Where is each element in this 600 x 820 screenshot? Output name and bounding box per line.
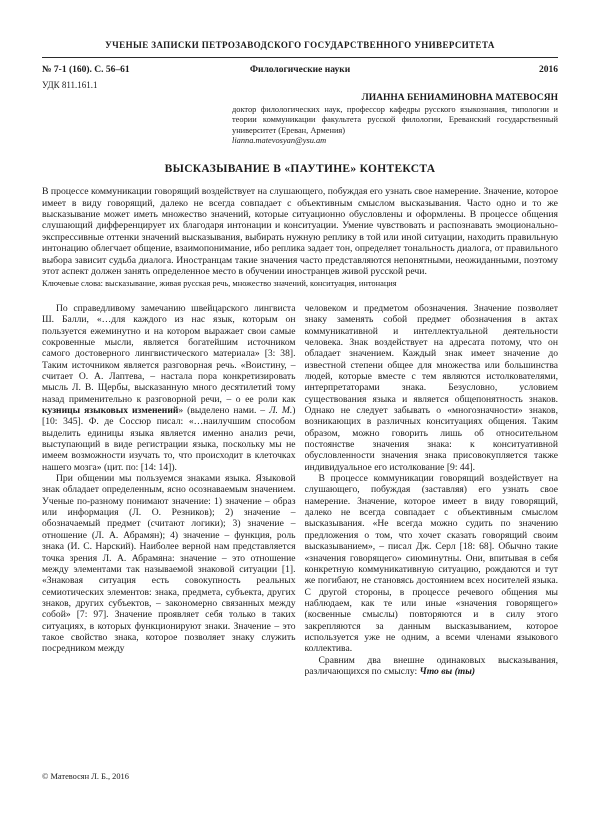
journal-header: УЧЕНЫЕ ЗАПИСКИ ПЕТРОЗАВОДСКОГО ГОСУДАРСТВЕННОГО УНИВЕРСИТЕТА	[105, 40, 495, 50]
publication-year: 2016	[539, 65, 558, 75]
text-run: » (выделено нами. –	[178, 405, 270, 417]
article-title: ВЫСКАЗЫВАНИЕ В «ПАУТИНЕ» КОНТЕКСТА	[164, 163, 436, 176]
body-columns	[42, 303, 558, 733]
meta-row	[42, 65, 558, 75]
left-column	[42, 303, 296, 733]
udc-code: УДК 811.161.1	[42, 80, 98, 90]
paragraph	[42, 303, 296, 473]
text-run: При общении мы пользуемся знаками языка. Языковой знак обладает определенным, ясно осознаваемым значением. Ученые по-разному понимают значение: 1) значение – образ или информация (Л. О. Резников); 2) значение – обозначаемый предмет (считают логики); 3) значение – отношение (Л. А. Абрамян); 4) значение – функция, роль знака (И. С. Нарский). Наиболее верной нам представляется точка зрения Л. А. Абрамяна: значение – это отношение между элементами так называемой знаковой ситуации [1]. «Знаковая ситуация есть совокупность реальных семиотических элементов: знака, предмета, субъекта, других знаков, других субъектов, – закономерно связанных между собой» [7: 97]. Значение проявляет себя только в таких ситуациях, в которых функционируют знаки. Значение – это такое свойство знака, которое позволяет знаку служить посредником между	[42, 473, 296, 655]
abstract-text: В процессе коммуникации говорящий воздействует на слушающего, побуждая его узнать свое намерение. Значение, которое имеет в виду говорящий, далеко не всегда совпадает с объективным смыслом высказывания. Часто одно и то же высказывание может иметь множество значений, которые ситуационно обусловлены и оформлены. В процессе общения слушающий дифференцирует их благодаря интонации и конситуации. Умение чувствовать и распознавать эмоционально-экспрессивные оттенки значений высказывания, выбирать нужную реплику в той или иной ситуации, находить правильную интонацию облегчает общение, взаимопонимание, ибо реплика задает тон, определяет тональность диалога, от правильного выбора зависит судьба диалога. Иностранцам такие значения часто представляются непонятными, неожиданными, поэтому этот аспект должен занять определенное место в обучении иностранцев живой русской речи.	[42, 186, 558, 278]
section-name: Филологические науки	[249, 65, 351, 75]
author-affiliation: доктор филологических наук, профессор кафедры русского языкознания, типологии и теории коммуникации факультета русской филологии, Ереванский государственный университет (Ереван, Армения)	[232, 105, 558, 135]
text-run: человеком и предметом обозначения. Значение позволяет знаку заменять собой предмет обозначения в актах коммуникативной и интеллектуальной деятельности человека. Знак воздействует на адресата потому, что он обладает значением. Каждый знак имеет значение до известной степени общее для множества или большинства людей, которые вместе с тем являются истолкователями, интерпретаторами знака. Безусловно, условием существования языка и является общепонятность знаков. Однако не следует забывать о «многозначности» знаков, возникающих в различных конситуациях общения. Таким образом, можно говорить лишь об относительном постоянстве значения знака: к конситуативной обусловленности значения знака присовокупляется также индивидуальное его истолкование [9: 44].	[304, 302, 558, 473]
text-run: Л. М.	[269, 405, 293, 417]
text-run: ) [10: 345]. Ф. де Соссюр писал: «…наилучшим способом выделить единицы языка является именно анализ речи, выступающий в виде регистрации языка, поскольку мы не имеем возможности изучать то, что происходит в клеточках нашего мозга» (цит. по: [14: 14]).	[42, 405, 296, 473]
keywords-line: Ключевые слова: высказывание, живая русская речь, множество значений, конситуация, интонация	[42, 279, 397, 289]
header-rule	[42, 57, 558, 58]
paragraph	[305, 655, 559, 678]
text-run: По справедливому замечанию швейцарского лингвиста Ш. Балли, «…для каждого из нас язык, которым он пользуется ежеминутно и на котором выражает свои самые сокровенные мысли, является богатейшим источником самого достоверного лингвистического материала» [3: 38]. Таким источником является разговорная речь. «Воистину, – считает О. А. Лаптева, – настала пора конкретизировать мысль Л. В. Щербы, высказанную много десятилетий тому назад применительно к разговорной речи, – о ее роли как	[42, 302, 296, 405]
author-block	[232, 93, 558, 146]
paragraph	[305, 303, 559, 473]
text-run: В процессе коммуникации говорящий воздействует на слушающего, побуждая (заставляя) его узнать свое намерение. Значение, которое имеет в виду говорящий, далеко не всегда совпадает с объективным смыслом высказывания. «Не всегда можно судить по значению предложения о том, что хочет сказать говорящий своим высказыванием», – писал Дж. Серл [18: 68]. Обычно такие «значения говорящего» сиюминутны. Они, впитывая в себя конкретную коммуникативную ситуацию, рождаются и тут же погибают, не становясь достоянием всех носителей языка. С другой стороны, в процессе речевого общения мы наблюдаем, как те или иные «значения говорящего» (косвенные смыслы) повторяются и в силу этого закрепляются за данным высказыванием, которое используется уже не одним, а всеми членами языкового коллектива.	[304, 473, 558, 655]
author-name: ЛИАННА БЕНИАМИНОВНА МАТЕВОСЯН	[361, 93, 558, 103]
paragraph	[305, 473, 559, 655]
text-run: кузницы языковых изменений	[42, 405, 179, 417]
page-header	[42, 40, 558, 146]
copyright-note: © Матевосян Л. Б., 2016	[42, 772, 129, 781]
text-run: Сравним два внешне одинаковых высказывания, различающихся по смыслу:	[304, 654, 558, 677]
issue-info: № 7-1 (160). С. 56–61	[42, 65, 130, 75]
author-email: lianna.matevosyan@ysu.am	[232, 135, 327, 145]
right-column	[305, 303, 559, 733]
text-run: Что вы (ты)	[419, 665, 476, 677]
paragraph	[42, 473, 296, 655]
